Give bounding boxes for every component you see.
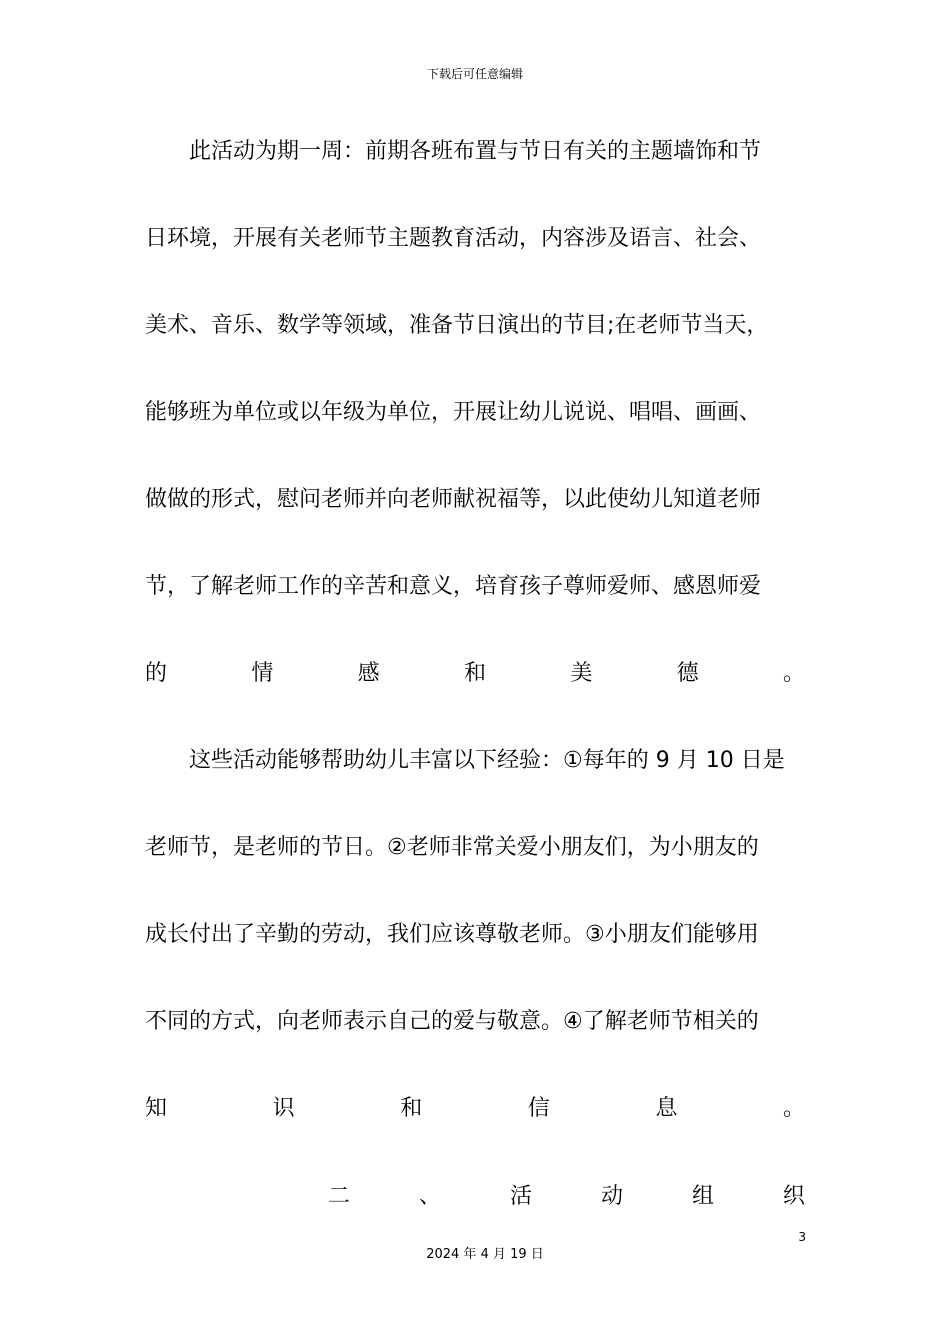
- text-line: 此活动为期一周：前期各班布置与节日有关的主题墙饰和节: [145, 139, 762, 164]
- char: 的: [145, 661, 168, 686]
- text-line: 不同的方式，向老师表示自己的爱与敬意。④了解老师节相关的: [145, 1009, 759, 1034]
- char: 信: [527, 1096, 550, 1121]
- page-footer-date: 2024 年 4 月 19 日: [426, 1247, 544, 1262]
- char: 识: [272, 1096, 295, 1121]
- char: 、: [418, 1184, 441, 1209]
- section-heading: [328, 1182, 805, 1212]
- char: 德: [676, 661, 699, 686]
- char: 息: [655, 1096, 678, 1121]
- text-line: 老师节，是老师的节日。②老师非常关爱小朋友们，为小朋友的: [145, 835, 759, 860]
- text-line-justified: [145, 659, 805, 689]
- char: 二: [328, 1184, 351, 1209]
- char: 织: [782, 1184, 805, 1209]
- text-line: 做做的形式，慰问老师并向老师献祝福等，以此使幼儿知道老师: [145, 487, 762, 512]
- char: 和: [463, 661, 486, 686]
- text-line: 美术、音乐、数学等领域，准备节日演出的节目;在老师节当天，: [145, 313, 769, 338]
- char: 感: [357, 661, 380, 686]
- text-line: 这些活动能够帮助幼儿丰富以下经验：①每年的 9 月 10 日是: [145, 748, 785, 773]
- char: 和: [400, 1096, 423, 1121]
- char: 情: [251, 661, 274, 686]
- text-line: 能够班为单位或以年级为单位，开展让幼儿说说、唱唱、画画、: [145, 400, 762, 425]
- char: 。: [782, 661, 805, 686]
- char: 。: [782, 1096, 805, 1121]
- page-header: 下载后可任意编辑: [426, 67, 523, 81]
- text-line-justified: [145, 1094, 805, 1124]
- text-line: 日环境，开展有关老师节主题教育活动，内容涉及语言、社会、: [145, 226, 762, 251]
- page-number: 3: [798, 1230, 806, 1244]
- char: 活: [509, 1184, 532, 1209]
- char: 美: [570, 661, 593, 686]
- text-line: 节，了解老师工作的辛苦和意义，培育孩子尊师爱师、感恩师爱: [145, 574, 762, 599]
- text-line: 成长付出了辛勤的劳动，我们应该尊敬老师。③小朋友们能够用: [145, 922, 759, 947]
- char: 组: [691, 1184, 714, 1209]
- char: 动: [600, 1184, 623, 1209]
- char: 知: [145, 1096, 168, 1121]
